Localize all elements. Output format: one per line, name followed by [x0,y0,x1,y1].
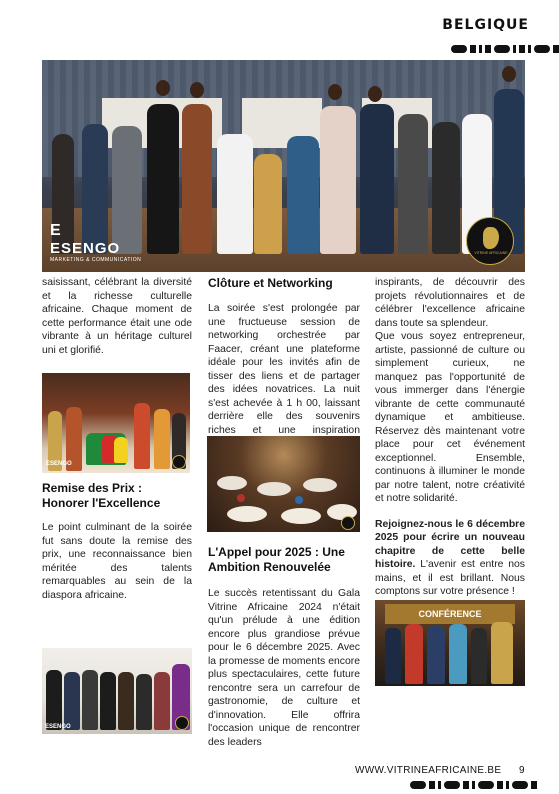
conference-banner: CONFÉRENCE [385,604,515,624]
section-label-country: BELGIQUE [442,17,529,33]
photo-gala-dinner [207,436,360,532]
website-url: WWW.VITRINEAFRICAINE.BE [355,765,502,776]
photo-award-winners: ESENGO [42,648,192,734]
closing-text: L'avenir est entre nos mains, et il est brillant. Nous comptons sur votre présence ! [375,559,525,598]
photo-dancers: ESENGO [42,373,190,473]
awards-body [42,521,192,602]
esengo-logo: E ESENGO MARKETING & COMMUNICATION [50,222,142,263]
body-text: Le point culminant de la soirée fut sans doute la remise des prix, une reconnaissance bien méritée des talents remarquables au sein de la diaspora africaine. [42,522,192,601]
heading-awards: Remise des Prix : Honorer l'Excellence [42,481,161,510]
africa-map-icon [483,227,499,249]
closing-paragraph [375,518,525,599]
appeal-body [208,587,360,749]
body-text: saisissant, célébrant la diversité et la richesse culturelle africaine. Chaque moment de cette performance était une ode vibrante à un héritage culturel uni et glorifié. [42,277,192,356]
section-networking [208,276,360,291]
photo-conference-group [375,600,525,686]
section-awards [42,481,192,511]
decorative-pattern-top [451,44,559,54]
body-text: inspirants, de découvrir des projets révolutionnaires et de célébrer l'excellence africaine dans toute sa splendeur. [375,277,525,329]
column-1-intro [42,276,192,357]
vitrine-africaine-badge: VITRINE AFRICAINE [466,217,514,265]
networking-body [208,302,360,451]
body-text: Que vous soyez entrepreneur, artiste, passionné de culture ou simplement curieux, ne manquez pas l'opportunité de vous immerger dans l'énergie vibrante de cette communauté dynamique et ambitieuse. Réservez dès maintenant votre place pour cet événement exceptionnel. Ensemble, continuons à illuminer le monde par notre talent, notre créativité et notre solidarité. [375,331,525,505]
section-appeal-2025 [208,545,360,575]
decorative-pattern-bottom [410,780,537,790]
body-text: La soirée s'est prolongée par une fructueuse session de networking orchestrée par Faacer, créant une plateforme idéale pour les invités afin de tisser des liens et de partager des idées novatrices. La nuit s'est achevée à 1 h 00, laissant derrière elle des souvenirs riches et une inspiration [208,303,360,436]
column-3-text [375,276,525,599]
heading-appeal-2025: L'Appel pour 2025 : Une Ambition Renouvelée [208,545,345,574]
heading-networking: Clôture et Networking [208,276,333,290]
body-text: Le succès retentissant du Gala Vitrine Africaine 2024 n'était qu'un prélude à une édition encore plus grandiose prévue pour le 6 décembre 2025. Avec la promesse de moments encore plus spectaculaires, cette future rencontre sera un carrefour de gastronomie, de culture et d'innovation. Elle offrira l'occasion unique de rencontrer des leaders [208,588,360,748]
page-number: 9 [519,765,525,776]
closing-bold-text: Rejoignez-nous le 6 décembre 2025 pour écrire un nouveau chapitre de cette belle histoire. [375,518,525,571]
